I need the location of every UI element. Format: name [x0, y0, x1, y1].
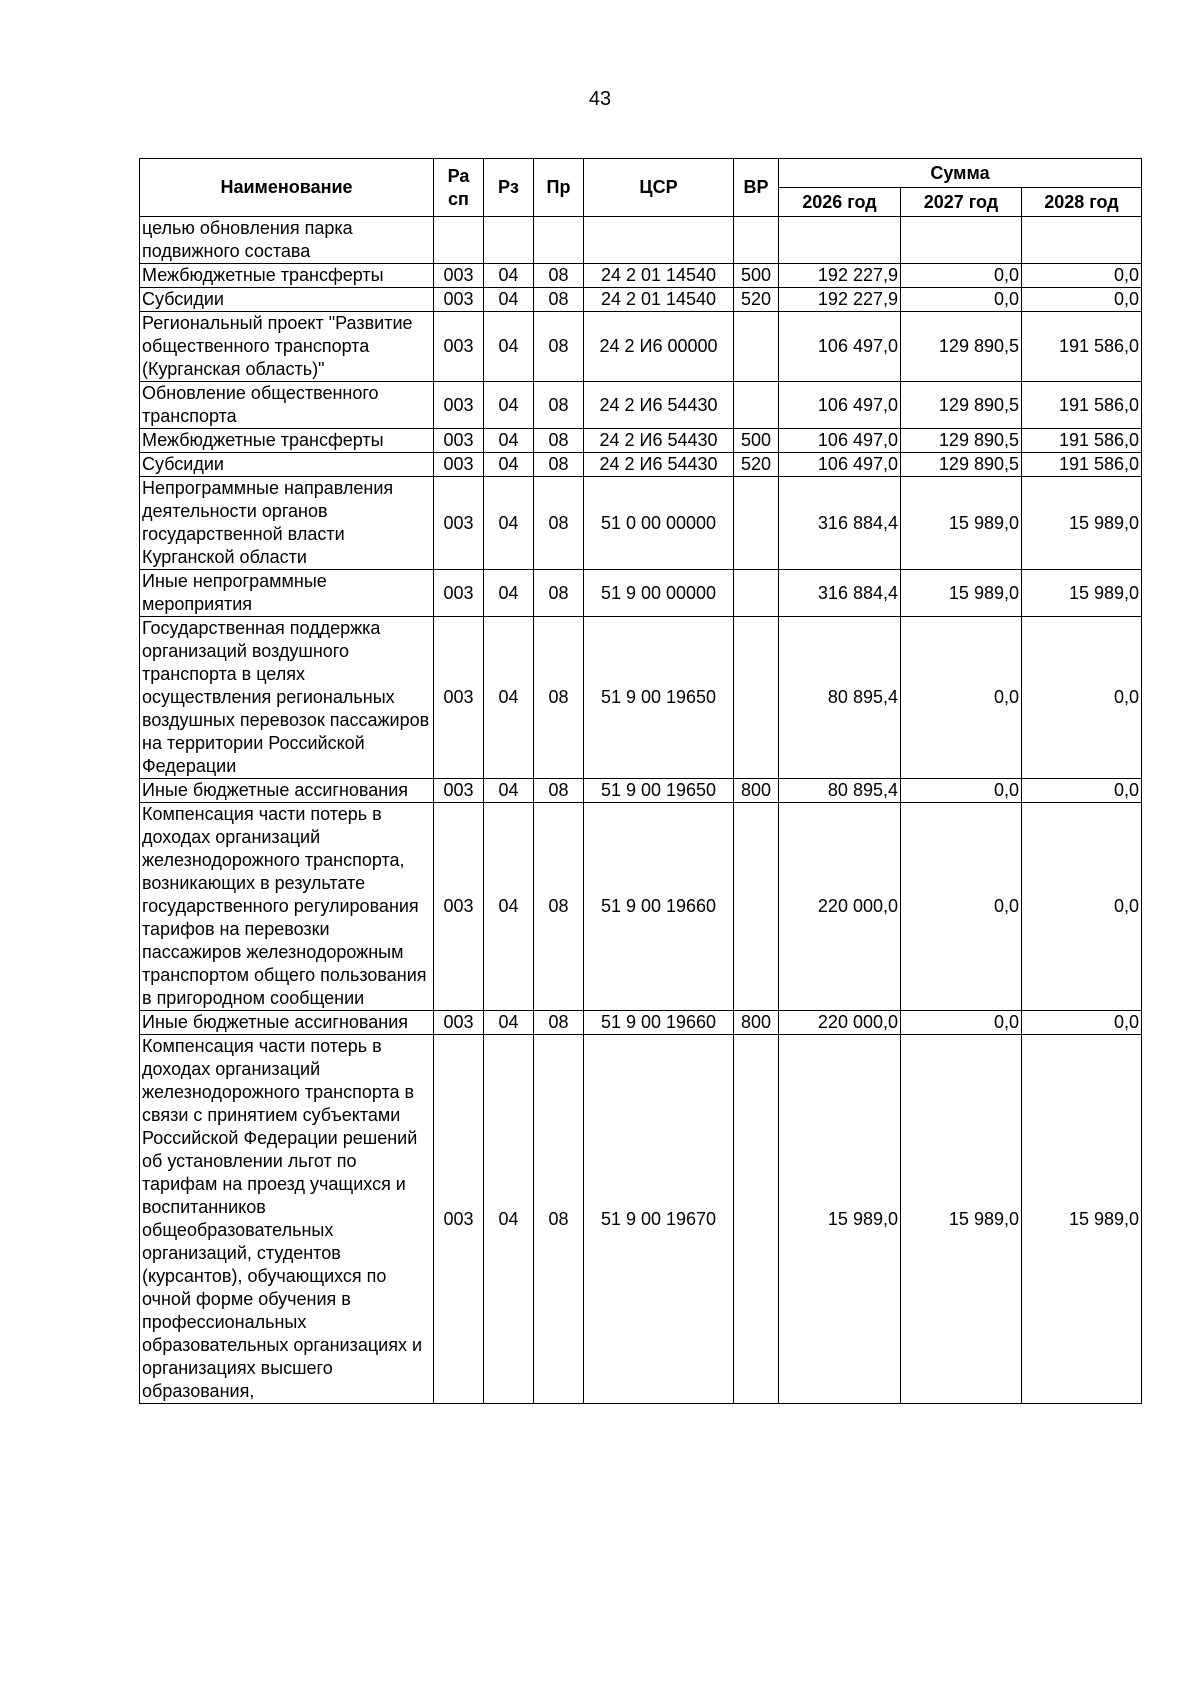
- table-body: [140, 217, 1142, 1404]
- row-2026: 316 884,4: [779, 477, 901, 570]
- row-csr: 51 0 00 00000: [584, 477, 734, 570]
- row-rasp: 003: [434, 1035, 484, 1404]
- row-rz: 04: [484, 1011, 534, 1035]
- row-rasp: 003: [434, 382, 484, 429]
- row-2026: 316 884,4: [779, 570, 901, 617]
- row-vr: 500: [734, 264, 779, 288]
- row-name: целью обновления парка подвижного состава: [140, 217, 434, 264]
- row-name: Субсидии: [140, 453, 434, 477]
- row-vr: [734, 803, 779, 1011]
- table-row: [140, 1035, 1142, 1404]
- table-row: [140, 477, 1142, 570]
- row-rz: 04: [484, 288, 534, 312]
- row-vr: 800: [734, 779, 779, 803]
- row-2026: 106 497,0: [779, 312, 901, 382]
- table-header: [140, 159, 1142, 217]
- row-2026: 192 227,9: [779, 264, 901, 288]
- row-2027: 15 989,0: [901, 570, 1022, 617]
- row-rz: 04: [484, 477, 534, 570]
- row-csr: [584, 217, 734, 264]
- table-row: [140, 453, 1142, 477]
- row-name: Межбюджетные трансферты: [140, 429, 434, 453]
- row-2028: 191 586,0: [1022, 453, 1142, 477]
- row-vr: [734, 570, 779, 617]
- row-2027: 0,0: [901, 1011, 1022, 1035]
- header-sum: Сумма: [779, 159, 1142, 188]
- row-2028: 0,0: [1022, 617, 1142, 779]
- row-vr: [734, 1035, 779, 1404]
- row-2028: 15 989,0: [1022, 477, 1142, 570]
- row-2028: 0,0: [1022, 1011, 1142, 1035]
- row-pr: [534, 217, 584, 264]
- row-vr: [734, 382, 779, 429]
- row-vr: [734, 477, 779, 570]
- row-2026: 15 989,0: [779, 1035, 901, 1404]
- row-name: Региональный проект "Развитие общественного транспорта (Курганская область)": [140, 312, 434, 382]
- row-name: Государственная поддержка организаций воздушного транспорта в целях осуществления региональных воздушных перевозок пассажиров на территории Российской Федерации: [140, 617, 434, 779]
- row-pr: 08: [534, 312, 584, 382]
- row-name: Иные бюджетные ассигнования: [140, 779, 434, 803]
- row-rasp: 003: [434, 477, 484, 570]
- row-vr: [734, 217, 779, 264]
- row-2027: [901, 217, 1022, 264]
- row-2026: 106 497,0: [779, 429, 901, 453]
- row-2028: 0,0: [1022, 288, 1142, 312]
- row-2027: 129 890,5: [901, 382, 1022, 429]
- row-csr: 24 2 И6 54430: [584, 382, 734, 429]
- table-row: [140, 288, 1142, 312]
- table-row: [140, 312, 1142, 382]
- row-csr: 24 2 01 14540: [584, 264, 734, 288]
- row-rasp: 003: [434, 264, 484, 288]
- row-rz: 04: [484, 453, 534, 477]
- row-vr: [734, 617, 779, 779]
- row-pr: 08: [534, 264, 584, 288]
- header-name: Наименование: [140, 159, 434, 217]
- row-2028: 0,0: [1022, 779, 1142, 803]
- row-2027: 129 890,5: [901, 429, 1022, 453]
- row-2028: 0,0: [1022, 803, 1142, 1011]
- row-rz: 04: [484, 570, 534, 617]
- row-csr: 51 9 00 19650: [584, 779, 734, 803]
- row-2027: 0,0: [901, 617, 1022, 779]
- row-2026: 220 000,0: [779, 803, 901, 1011]
- header-vr: ВР: [734, 159, 779, 217]
- row-rasp: 003: [434, 803, 484, 1011]
- row-2027: 0,0: [901, 803, 1022, 1011]
- row-rasp: 003: [434, 453, 484, 477]
- row-2028: 15 989,0: [1022, 1035, 1142, 1404]
- row-pr: 08: [534, 1035, 584, 1404]
- row-rasp: 003: [434, 617, 484, 779]
- row-csr: 24 2 01 14540: [584, 288, 734, 312]
- row-rz: 04: [484, 803, 534, 1011]
- row-rz: 04: [484, 1035, 534, 1404]
- row-2028: 191 586,0: [1022, 429, 1142, 453]
- row-rz: [484, 217, 534, 264]
- header-2026: 2026 год: [779, 188, 901, 217]
- row-pr: 08: [534, 477, 584, 570]
- table-row: [140, 1011, 1142, 1035]
- budget-table: [139, 158, 1142, 1404]
- table-row: [140, 264, 1142, 288]
- row-vr: 520: [734, 453, 779, 477]
- row-pr: 08: [534, 617, 584, 779]
- row-csr: 51 9 00 19650: [584, 617, 734, 779]
- row-2028: 0,0: [1022, 264, 1142, 288]
- row-rz: 04: [484, 429, 534, 453]
- table-row: [140, 570, 1142, 617]
- row-vr: 800: [734, 1011, 779, 1035]
- row-2026: 106 497,0: [779, 382, 901, 429]
- row-pr: 08: [534, 382, 584, 429]
- row-name: Компенсация части потерь в доходах организаций железнодорожного транспорта, возникающих в результате государственного регулирования тарифов на перевозки пассажиров железнодорожным транспортом общего пользования в пригородном сообщении: [140, 803, 434, 1011]
- row-2027: 0,0: [901, 264, 1022, 288]
- row-csr: 24 2 И6 54430: [584, 453, 734, 477]
- row-pr: 08: [534, 570, 584, 617]
- row-2027: 0,0: [901, 288, 1022, 312]
- page-number: 43: [588, 88, 612, 110]
- row-name: Иные непрограммные мероприятия: [140, 570, 434, 617]
- row-2026: 106 497,0: [779, 453, 901, 477]
- table-row: [140, 217, 1142, 264]
- row-rasp: 003: [434, 570, 484, 617]
- row-rz: 04: [484, 617, 534, 779]
- row-csr: 51 9 00 19660: [584, 803, 734, 1011]
- row-pr: 08: [534, 288, 584, 312]
- row-2028: 191 586,0: [1022, 312, 1142, 382]
- row-rasp: 003: [434, 429, 484, 453]
- row-pr: 08: [534, 453, 584, 477]
- row-csr: 51 9 00 19670: [584, 1035, 734, 1404]
- header-rasp: Ра сп: [434, 159, 484, 217]
- row-csr: 51 9 00 00000: [584, 570, 734, 617]
- table-row: [140, 382, 1142, 429]
- row-2027: 129 890,5: [901, 312, 1022, 382]
- row-vr: 500: [734, 429, 779, 453]
- row-rasp: 003: [434, 288, 484, 312]
- row-2027: 0,0: [901, 779, 1022, 803]
- table-row: [140, 779, 1142, 803]
- row-pr: 08: [534, 779, 584, 803]
- row-2026: 192 227,9: [779, 288, 901, 312]
- row-2028: [1022, 217, 1142, 264]
- row-vr: [734, 312, 779, 382]
- table-row: [140, 617, 1142, 779]
- row-2027: 15 989,0: [901, 1035, 1022, 1404]
- row-name: Субсидии: [140, 288, 434, 312]
- header-2027: 2027 год: [901, 188, 1022, 217]
- row-2026: 80 895,4: [779, 617, 901, 779]
- row-2026: [779, 217, 901, 264]
- row-rasp: 003: [434, 312, 484, 382]
- row-rz: 04: [484, 312, 534, 382]
- header-csr: ЦСР: [584, 159, 734, 217]
- header-rz: Рз: [484, 159, 534, 217]
- row-rasp: 003: [434, 779, 484, 803]
- row-csr: 24 2 И6 54430: [584, 429, 734, 453]
- table-row: [140, 803, 1142, 1011]
- row-rasp: [434, 217, 484, 264]
- header-2028: 2028 год: [1022, 188, 1142, 217]
- row-rz: 04: [484, 264, 534, 288]
- row-csr: 24 2 И6 00000: [584, 312, 734, 382]
- row-2028: 15 989,0: [1022, 570, 1142, 617]
- row-2026: 80 895,4: [779, 779, 901, 803]
- row-rz: 04: [484, 382, 534, 429]
- row-name: Непрограммные направления деятельности органов государственной власти Курганской области: [140, 477, 434, 570]
- table-row: [140, 429, 1142, 453]
- row-2026: 220 000,0: [779, 1011, 901, 1035]
- row-2028: 191 586,0: [1022, 382, 1142, 429]
- row-2027: 129 890,5: [901, 453, 1022, 477]
- row-pr: 08: [534, 803, 584, 1011]
- row-vr: 520: [734, 288, 779, 312]
- row-name: Компенсация части потерь в доходах организаций железнодорожного транспорта в связи с принятием субъектами Российской Федерации решений об установлении льгот по тарифам на проезд учащихся и воспитанников общеобразовательных организаций, студентов (курсантов), обучающихся по очной форме обучения в профессиональных образовательных организациях и организациях высшего образования,: [140, 1035, 434, 1404]
- row-name: Межбюджетные трансферты: [140, 264, 434, 288]
- row-2027: 15 989,0: [901, 477, 1022, 570]
- row-pr: 08: [534, 429, 584, 453]
- row-csr: 51 9 00 19660: [584, 1011, 734, 1035]
- row-rasp: 003: [434, 1011, 484, 1035]
- row-pr: 08: [534, 1011, 584, 1035]
- header-pr: Пр: [534, 159, 584, 217]
- row-name: Обновление общественного транспорта: [140, 382, 434, 429]
- row-rz: 04: [484, 779, 534, 803]
- row-name: Иные бюджетные ассигнования: [140, 1011, 434, 1035]
